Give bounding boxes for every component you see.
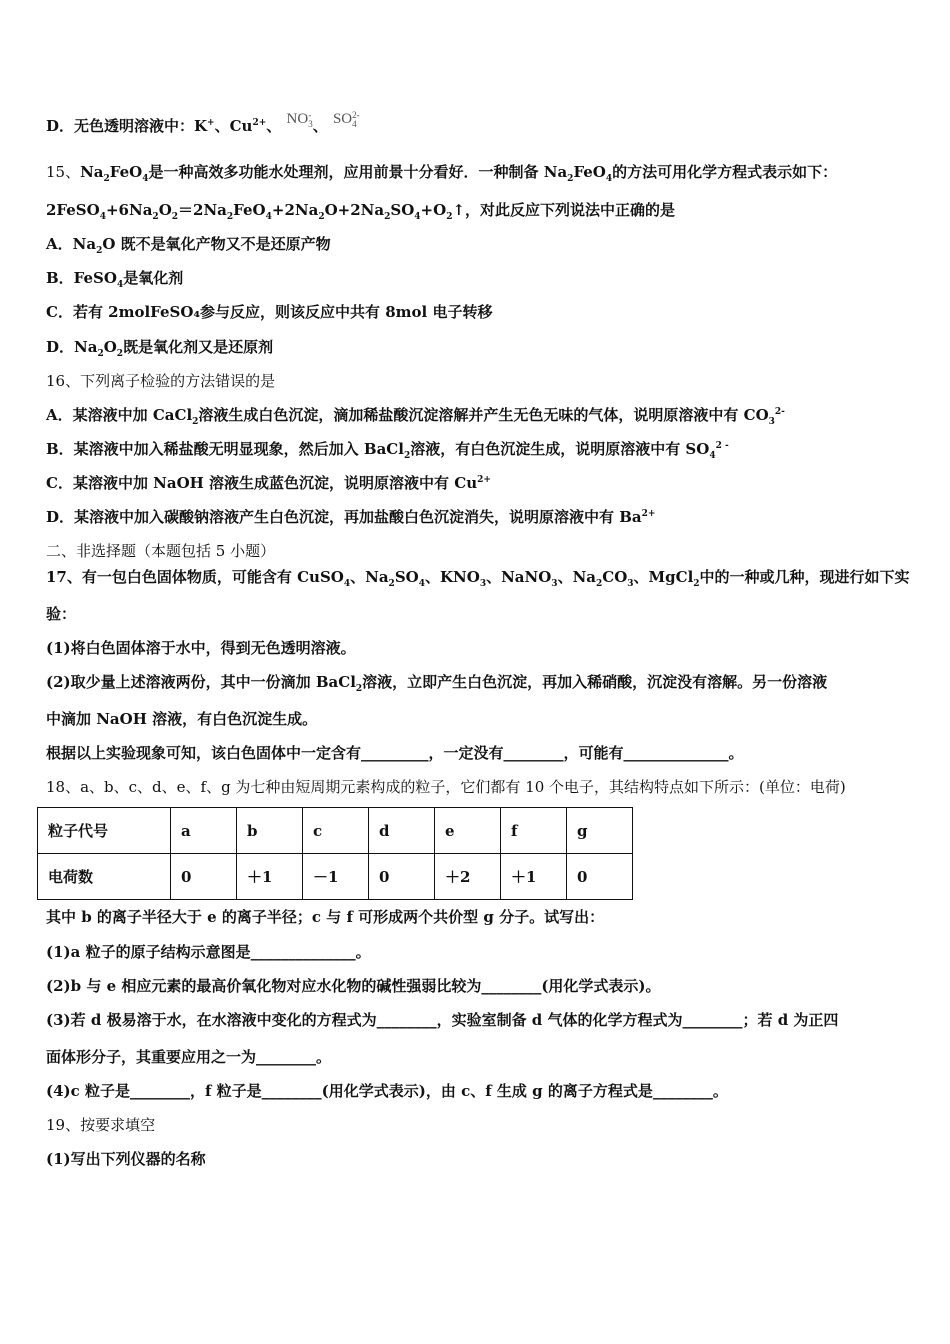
table-cell: 0 [171, 854, 237, 900]
superscript: 2- [774, 407, 785, 417]
subscript: 2 [403, 451, 411, 461]
text: 的方法可用化学方程式表示如下： [612, 163, 838, 181]
q18-after-table: 其中 b 的离子半径大于 e 的离子半径；c 与 f 可形成两个共价型 g 分子。试写出： [46, 908, 605, 926]
q16-option-c [46, 472, 491, 493]
q17-stem-line2: 验： [46, 605, 77, 623]
subscript: 2 [596, 579, 603, 589]
table-cell: 0 [567, 854, 633, 900]
table-cell: c [303, 808, 369, 854]
subscript: 4 [116, 280, 124, 290]
subscript: 3 [551, 579, 558, 589]
q15-option-b [46, 267, 183, 290]
subscript: 4 [605, 174, 613, 184]
superscript: 2+ [252, 118, 267, 128]
text: B．某溶液中加入稀盐酸无明显现象，然后加入 BaCl [46, 440, 404, 458]
subscript: 2 [226, 212, 234, 222]
text: A．Na [46, 235, 97, 253]
q17-part1: (1)将白色固体溶于水中，得到无色透明溶液。 [46, 639, 356, 657]
superscript: 2+ [477, 475, 491, 485]
table-cell: e [435, 808, 501, 854]
subscript: 3 [627, 579, 634, 589]
table-row-labels [38, 808, 633, 854]
text: 是一种高效多功能水处理剂，应用前景十分看好．一种制备 Na [148, 163, 568, 181]
subscript: 4 [99, 212, 106, 222]
q19-stem: 19、按要求填空 [46, 1116, 156, 1134]
text: 、MgCl [633, 568, 694, 586]
subscript: 2 [171, 212, 179, 222]
table-cell: ＋2 [435, 854, 501, 900]
table-cell: 0 [369, 854, 435, 900]
subscript: 2 [318, 212, 325, 222]
q18-part4: (4)c 粒子是________，f 粒子是________(用化学式表示)，由 c、f 生成 g 的离子方程式是________。 [46, 1082, 728, 1100]
q18-part3-line2: 面体形分子，其重要应用之一为________。 [46, 1048, 332, 1066]
text: +6Na [105, 201, 153, 219]
subscript: 2 [355, 684, 363, 694]
q15-option-c: C．若有 2molFeSO₄参与反应，则该反应中共有 8mol 电子转移 [46, 303, 493, 321]
text: A．某溶液中加 CaCl [46, 406, 193, 424]
superscript: 2 - [715, 441, 729, 451]
text: +2Na [271, 201, 319, 219]
subscript: 2 [97, 349, 104, 359]
text: 溶液，立即产生白色沉淀，再加入稀硝酸，沉淀没有溶解。另一份溶液 [362, 673, 828, 691]
text: FeO [109, 163, 143, 181]
subscript: 3 [308, 118, 313, 129]
subscript: 2 [96, 246, 103, 256]
q19-part1: (1)写出下列仪器的名称 [46, 1150, 206, 1168]
q16-stem: 16、下列离子检验的方法错误的是 [46, 372, 276, 390]
text: O [103, 338, 117, 356]
q17-part3: 根据以上实验现象可知，该白色固体中一定含有_________，一定没有________，可能有______________。 [46, 744, 744, 762]
table-row-charges [38, 854, 633, 900]
subscript: 3 [479, 579, 487, 589]
table-cell: ＋1 [237, 854, 303, 900]
text: ↑，对此反应下列说法中正确的是 [452, 201, 676, 219]
subscript: 4 [709, 451, 716, 461]
text: 、Na [557, 568, 596, 586]
subscript: 2 [384, 212, 391, 222]
q17-part2-line1 [46, 671, 827, 694]
text: 、 [312, 117, 328, 135]
q15-option-a [46, 233, 331, 256]
text: 是氧化剂 [123, 269, 184, 287]
text: O [158, 201, 172, 219]
text: Na [80, 163, 104, 181]
table-cell: 粒子代号 [38, 808, 171, 854]
text: 溶液，有白色沉淀生成，说明原溶液中有 SO [410, 440, 710, 458]
table-cell: －1 [303, 854, 369, 900]
subscript: 3 [768, 417, 775, 427]
text: 、 [266, 117, 282, 135]
section-heading: 二、非选择题（本题包括 5 小题） [46, 542, 276, 560]
text: FeO [233, 201, 266, 219]
subscript: 4 [265, 212, 272, 222]
q16-option-b [46, 438, 729, 461]
text: 15、 [46, 163, 81, 181]
q15-stem [46, 161, 837, 184]
subscript: 2 [192, 417, 199, 427]
text: 既是氧化剂又是还原剂 [123, 338, 274, 356]
sulfate-ion [333, 111, 360, 127]
text: FeO [573, 163, 606, 181]
table-cell: f [501, 808, 567, 854]
table-cell: a [171, 808, 237, 854]
q15-option-d [46, 336, 273, 359]
q17-part2-line2: 中滴加 NaOH 溶液，有白色沉淀生成。 [46, 710, 318, 728]
text: 2FeSO [46, 201, 100, 219]
table-cell: b [237, 808, 303, 854]
q18-stem: 18、a、b、c、d、e、f、g 为七种由短周期元素构成的粒子，它们都有 10 个电子，其结构特点如下所示：(单位：电荷) [46, 778, 846, 796]
text: 中的一种或几种，现进行如下实 [699, 568, 910, 586]
q17-stem-line1 [46, 566, 910, 589]
table-cell: g [567, 808, 633, 854]
table-cell: d [369, 808, 435, 854]
superscript: + [207, 118, 215, 128]
subscript: 2 [388, 579, 395, 589]
text: SO [332, 111, 353, 127]
subscript: 4 [142, 174, 149, 184]
text: ＝2Na [178, 201, 227, 219]
text: NO [286, 111, 309, 127]
text: C．某溶液中加 NaOH 溶液生成蓝色沉淀，说明原溶液中有 Cu [46, 474, 478, 492]
subscript: 4 [418, 579, 425, 589]
subscript: 2 [693, 579, 700, 589]
q15-equation [46, 199, 675, 222]
text: 溶液生成白色沉淀，滴加稀盐酸沉淀溶解并产生无色无味的气体，说明原溶液中有 CO [198, 406, 769, 424]
nitrate-ion [287, 111, 313, 127]
text: O+2Na [324, 201, 385, 219]
text: CO [602, 568, 628, 586]
text: SO [390, 201, 415, 219]
subscript: 4 [414, 212, 421, 222]
table-cell: 电荷数 [38, 854, 171, 900]
q14-option-d [46, 109, 360, 137]
superscript: - [308, 109, 312, 120]
text: (2)取少量上述溶液两份，其中一份滴加 BaCl [46, 673, 356, 691]
q16-option-a [46, 404, 785, 427]
text: +O [420, 201, 447, 219]
q18-part2: (2)b 与 e 相应元素的最高价氧化物对应水化物的碱性强弱比较为________(用化学式表示)。 [46, 977, 661, 995]
text: SO [394, 568, 419, 586]
particle-table [37, 807, 633, 900]
subscript: 2 [567, 174, 574, 184]
text: 、KNO [424, 568, 480, 586]
subscript: 2 [103, 174, 110, 184]
text: 、Cu [214, 117, 253, 135]
superscript: 2+ [641, 509, 656, 519]
q18-part3-line1: (3)若 d 极易溶于水，在水溶液中变化的方程式为________，实验室制备 d 气体的化学方程式为________；若 d 为正四 [46, 1011, 839, 1029]
q14-d-text: D．无色透明溶液中：K [46, 117, 208, 135]
superscript: 2- [352, 109, 360, 120]
subscript: 4 [352, 118, 357, 129]
text: 、Na [350, 568, 389, 586]
text: B．FeSO [46, 269, 117, 287]
text: D．某溶液中加入碳酸钠溶液产生白色沉淀，再加盐酸白色沉淀消失，说明原溶液中有 Ba [46, 508, 642, 526]
subscript: 2 [446, 212, 453, 222]
subscript: 2 [152, 212, 159, 222]
text: D．Na [46, 338, 98, 356]
text: O 既不是氧化产物又不是还原产物 [102, 235, 331, 253]
text: 、NaNO [486, 568, 552, 586]
q16-option-d [46, 506, 655, 527]
text: 17、有一包白色固体物质，可能含有 CuSO [46, 568, 344, 586]
subscript: 4 [343, 579, 351, 589]
table-cell: ＋1 [501, 854, 567, 900]
subscript: 2 [116, 349, 124, 359]
q18-part1: (1)a 粒子的原子结构示意图是______________。 [46, 943, 371, 961]
